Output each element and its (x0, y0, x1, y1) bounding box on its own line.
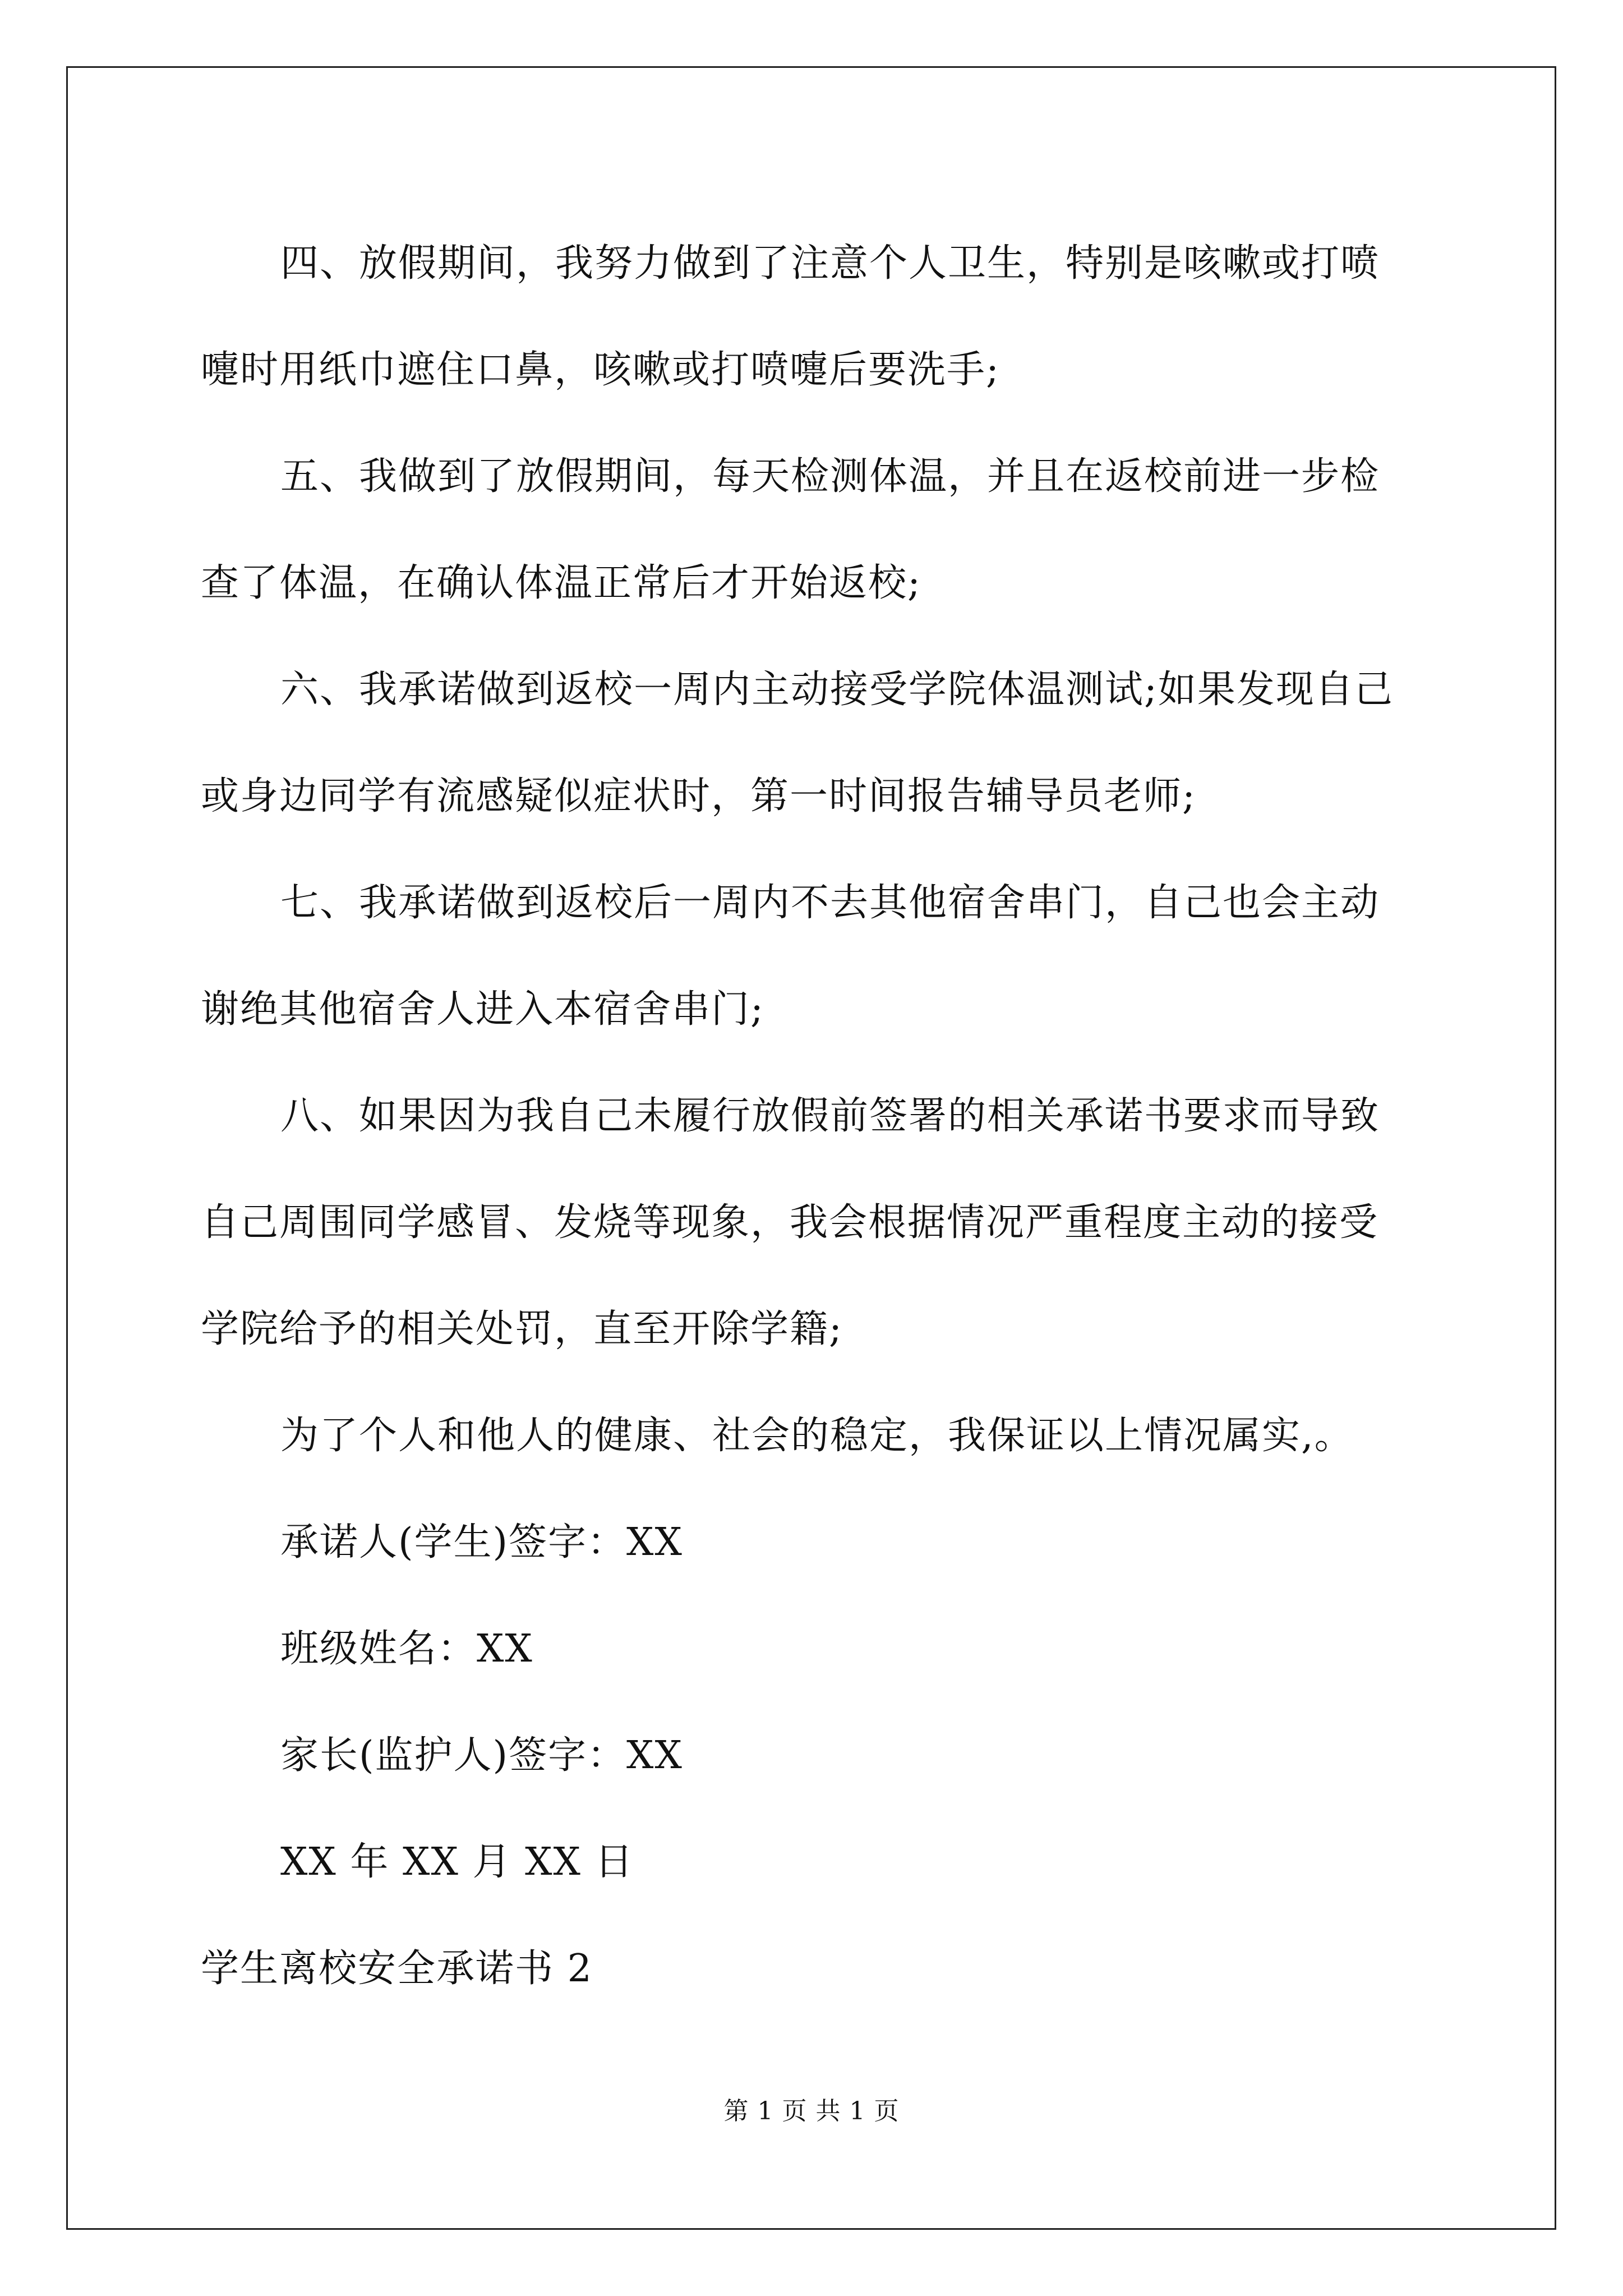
text-line: 为了个人和他人的健康、社会的稳定，我保证以上情况属实,。 (280, 1414, 1354, 1458)
text-line: 学生离校安全承诺书 2 (201, 1947, 593, 1991)
text-line: 七、我承诺做到返校后一周内不去其他宿舍串门，自己也会主动 (280, 881, 1380, 925)
text-line: 四、放假期间，我努力做到了注意个人卫生，特别是咳嗽或打喷 (280, 241, 1380, 286)
text-line: 家长(监护人)签字：XX (280, 1733, 683, 1778)
section-heading (201, 1916, 1435, 2022)
text-line: 谢绝其他宿舍人进入本宿舍串门; (201, 987, 764, 1032)
student-signature (201, 1489, 1435, 1596)
text-line: 六、我承诺做到返校一周内主动接受学院体温测试;如果发现自己 (280, 668, 1394, 712)
text-line: 承诺人(学生)签字：XX (280, 1520, 683, 1565)
paragraph-5 (201, 424, 1435, 637)
text-line: 自己周围同学感冒、发烧等现象，我会根据情况严重程度主动的接受 (201, 1200, 1379, 1245)
text-line: 学院给予的相关处罚，直至开除学籍; (201, 1307, 843, 1351)
text-line: 班级姓名：XX (280, 1627, 533, 1671)
document-body (201, 210, 1435, 2022)
text-line: 查了体温，在确认体温正常后才开始返校; (201, 561, 921, 605)
paragraph-6 (201, 637, 1435, 850)
date-line (201, 1809, 1435, 1916)
text-line: XX 年 XX 月 XX 日 (280, 1840, 634, 1884)
page-footer: 第 1 页 共 1 页 (723, 2097, 900, 2125)
parent-signature (201, 1703, 1435, 1809)
paragraph-7 (201, 850, 1435, 1063)
closing-statement (201, 1383, 1435, 1489)
text-line: 八、如果因为我自己未履行放假前签署的相关承诺书要求而导致 (280, 1094, 1380, 1138)
text-line: 或身边同学有流感疑似症状时，第一时间报告辅导员老师; (201, 774, 1196, 818)
text-line: 嚏时用纸巾遮住口鼻，咳嗽或打喷嚏后要洗手; (201, 348, 1000, 392)
text-line: 五、我做到了放假期间，每天检测体温，并且在返校前进一步检 (280, 454, 1380, 499)
paragraph-4 (201, 210, 1435, 424)
class-name (201, 1596, 1435, 1703)
paragraph-8 (201, 1063, 1435, 1383)
